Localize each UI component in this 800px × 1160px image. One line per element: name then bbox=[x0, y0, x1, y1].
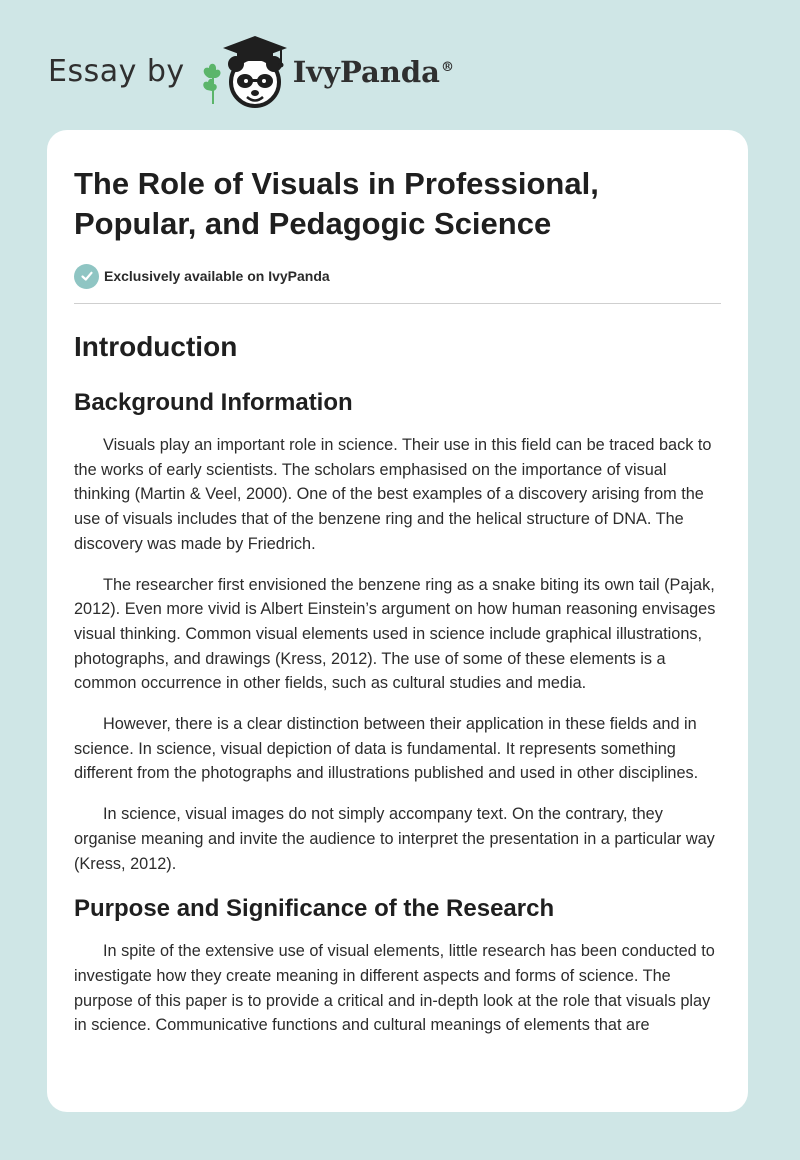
subheading-purpose: Purpose and Significance of the Research bbox=[74, 895, 555, 923]
exclusive-badge bbox=[74, 263, 721, 289]
essay-by-label: Essay by bbox=[48, 54, 185, 89]
paragraph: In science, visual images do not simply accompany text. On the contrary, they organise meaning and invite the audience to interpret the presentation in a particular way (Kress, 2012). bbox=[74, 805, 715, 873]
essay-title: The Role of Visuals in Professional, Popular, and Pedagogic Science bbox=[74, 166, 599, 241]
section-heading-introduction: Introduction bbox=[74, 331, 238, 362]
divider bbox=[74, 303, 721, 304]
site-brand[interactable] bbox=[48, 34, 454, 110]
registered-mark: ® bbox=[440, 59, 454, 75]
subheading-background: Background Information bbox=[74, 389, 353, 416]
paragraph: Visuals play an important role in science. Their use in this field can be traced back to the works of early scientists. The scholars emphasised on the importance of visual thinking (Martin & Veel, 2000). One of the best examples of a discovery arising from the use of visuals includes that of the benzene ring and the helical structure of DNA. The discovery was made by Friedrich. bbox=[74, 436, 712, 553]
essay-card bbox=[47, 130, 748, 1112]
brand-name: IvyPanda® bbox=[292, 54, 454, 89]
exclusive-label: Exclusively available on IvyPanda bbox=[104, 268, 330, 284]
paragraph: In spite of the extensive use of visual elements, little research has been conducted to investigate how they create meaning in different aspects and forms of science. The purpose of this paper is to provide a critical and in-depth look at the role that visuals play in science. Communicative functions and cultural meanings of elements that are bbox=[74, 942, 715, 1035]
paragraph: The researcher first envisioned the benzene ring as a snake biting its own tail (Pajak, 2012). Even more vivid is Albert Einstein’s argument on how human reasoning envisages visual thinking. Common visual elements used in science include graphical illustrations, photographs, and drawings (Kress, 2012). The use of some of these elements is a common occurrence in other fields, such as cultural studies and media. bbox=[74, 575, 716, 693]
check-circle-icon bbox=[74, 264, 99, 289]
paragraph: However, there is a clear distinction between their application in these fields and in science. In science, visual depiction of data is fundamental. It represents something different from the photographs and illustrations published and used in other disciplines. bbox=[74, 715, 699, 783]
ivypanda-logo-icon bbox=[199, 34, 291, 110]
